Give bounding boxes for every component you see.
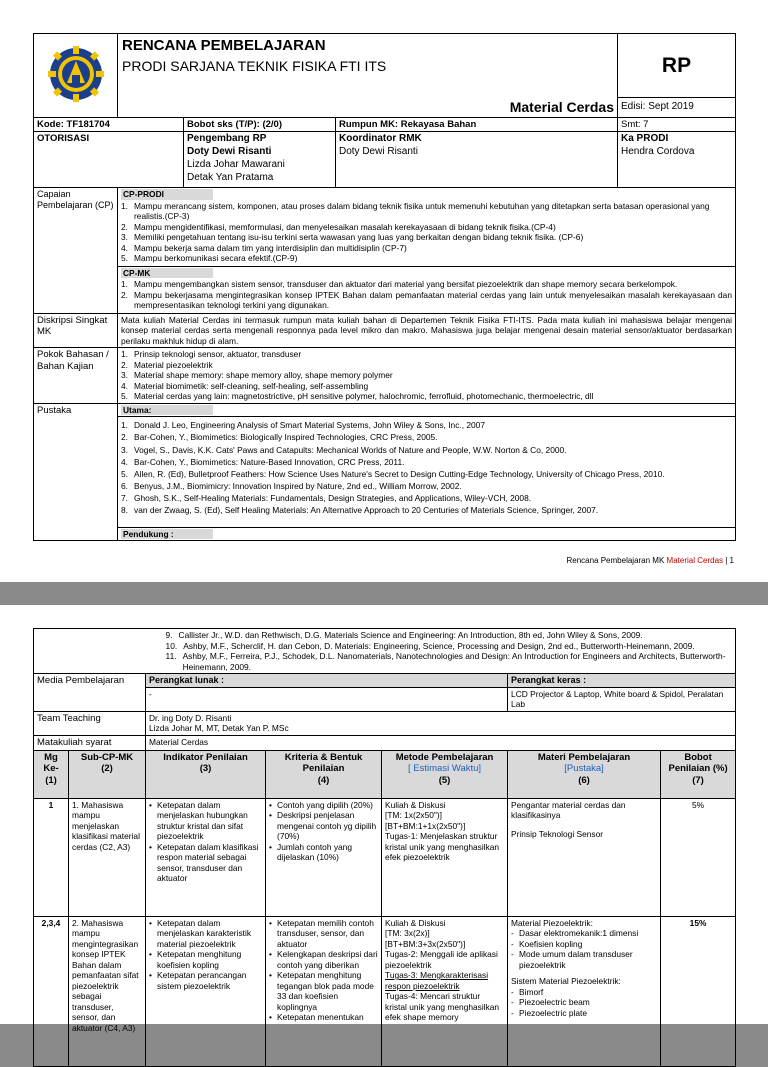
footer-course: Material Cerdas [666, 556, 724, 565]
material-cell: Pengantar material cerdas dan klasifikasinya Prinsip Teknologi Sensor [508, 798, 661, 916]
team-teaching-cell [146, 711, 736, 735]
method-cell: Kuliah & Diskusi [TM: 3x(2x)] [BT+BM:3+3x(2x50")] Tugas-2: Menggali ide aplikasi piezoelektrik Tugas-3: Mengkarakterisasi respon piezoelektrik Tugas-4: Mencari struktur kristal unik yang menghasilkan efek shape memory [382, 916, 508, 1066]
team-member: Dr. ing Doty D. Risanti [149, 712, 232, 723]
developer-name: Detak Yan Pratama [187, 171, 274, 183]
its-logo-cell [34, 34, 118, 118]
list-item: 10. Ashby, M.F., Scherclif, H. dan Cebon, D. Materials: Engineering, Science, Processing and Design, 2nd ed., Butterworth-Heinemann, 2009. [165, 640, 695, 651]
program-subtitle: PRODI SARJANA TEKNIK FISIKA FTI ITS [122, 57, 387, 74]
hardware-value: LCD Projector & Laptop, White board & Spidol, Peralatan Lab [508, 687, 736, 711]
list-item: 4. Material biomimetik: self-cleaning, self-healing, self-assembling [121, 380, 369, 391]
list-item: • Contoh yang dipilih (20%) [269, 800, 378, 811]
criteria-cell [266, 798, 382, 916]
rp-table-page-1 [33, 33, 736, 541]
coordinator-name: Doty Dewi Risanti [339, 145, 418, 157]
list-item: 5. Mampu berkomunikasi secara efektif.(CP-9) [121, 253, 298, 264]
list-item: 2. Bar-Cohen, Y., Biomimetics: Biologically Inspired Technologies, CRC Press, 2005. [121, 432, 438, 443]
list-item: • Ketepatan menghitung tegangan blok pada mode 33 dan koefisien koplingnya [269, 970, 378, 1012]
head-of-program-name: Hendra Cordova [621, 145, 695, 157]
list-item: 8. van der Zwaag, S. (Ed), Self Healing Materials: An Alternative Approach to 20 Centuries of Materials Science, Springer, 2007. [121, 505, 599, 516]
week-number: 2,3,4 [34, 916, 69, 1066]
column-header: Mg Ke- (1) [34, 750, 69, 798]
column-header: Bobot Penilaian (%) (7) [661, 750, 736, 798]
description-label: Diskripsi Singkat MK [34, 313, 118, 348]
indicator-cell [146, 916, 266, 1066]
list-item: 6. Benyus, J.M., Biomimicry: Innovation Inspired by Nature, 2nd ed., William Morrow, 2002. [121, 481, 462, 492]
list-item: 2. Mampu bekerjasama mengintegrasikan konsep IPTEK Bahan dalam pemanfaatan material cerdas yang lain untuk menyelesaikan masalah kerekayasaan dan mempresentasikan teknologi terkini yang digunakan. [121, 289, 732, 311]
list-item: 4. Bar-Cohen, Y., Biomimetics: Nature-Based Innovation, CRC Press, 2011. [121, 456, 405, 467]
developer-name: Doty Dewi Risanti [187, 145, 272, 157]
cp-prodi-list [118, 201, 735, 266]
cp-prodi-label: CP-PRODI [121, 189, 213, 200]
course-name: Material Cerdas [118, 98, 618, 118]
column-header: Indikator Penilaian (3) [146, 750, 266, 798]
prerequisite-label: Matakuliah syarat [34, 735, 146, 750]
its-logo-icon [45, 45, 107, 103]
references-list [118, 417, 735, 527]
hardware-label: Perangkat keras : [508, 674, 736, 688]
document-title: RENCANA PEMBELAJARAN [122, 37, 326, 54]
list-item: • Jumlah contoh yang dijelaskan (10%) [269, 842, 378, 863]
list-item: • Ketepatan memilih contoh transduser, sensor, dan aktuator [269, 918, 378, 950]
list-item: • Ketepatan perancangan sistem piezoelektrik [149, 970, 262, 991]
list-item: 3. Memiliki pengetahuan tentang isu-isu terkini serta wawasan yang luas yang berkaitan dengan bidang teknik fisika. (CP-6) [121, 232, 584, 243]
list-item: • Ketepatan menghitung koefisien kopling [149, 949, 262, 970]
developer-label: Pengembang RP [187, 133, 267, 145]
list-item: • Kelengkapan deskripsi dari contoh yang diberikan [269, 949, 378, 970]
learning-outcomes-cell [118, 188, 736, 314]
supporting-references-label: Pendukung : [121, 529, 213, 540]
list-item: • Ketepatan dalam klasifikasi respon material sebagai sensor, transduser dan aktuator [149, 842, 262, 884]
title-cell [118, 34, 618, 98]
list-item: 1. Prinsip teknologi sensor, aktuator, transduser [121, 349, 302, 360]
column-header: Metode Pembelajaran [ Estimasi Waktu] (5) [382, 750, 508, 798]
head-of-program-label: Ka PRODI [621, 133, 669, 145]
rp-table-page-2 [33, 628, 736, 1067]
criteria-cell [266, 916, 382, 1066]
weight-value: 15% [661, 916, 736, 1066]
sub-cp-mk: 2. Mahasiswa mampu mengintegrasikan konsep IPTEK Bahan dalam pemanfaatan sifat piezoelektrik sebagai transduser, sensor, dan aktuator (C4, A3) [69, 916, 146, 1066]
list-item: 1. Mampu mengembangkan sistem sensor, transduser dan aktuator dari material yang bersifat piezoelektrik dan shape memory secara berkelompok. [121, 279, 678, 290]
indicator-cell [146, 798, 266, 916]
topics-list [121, 349, 732, 402]
edition: Edisi: Sept 2019 [618, 98, 736, 118]
list-item: 11. Ashby, M.F., Ferreira, P.J., Schodek, D.L. Nanomaterials, Nanotechnologies and Design: An Introduction for Engineers and Architects, Butterworth-Heinemann, 2009. [165, 651, 726, 672]
column-header: Sub-CP-MK (2) [69, 750, 146, 798]
method-cell: Kuliah & Diskusi [TM: 1x(2x50")] [BT+BM:1+1x(2x50")] Tugas-1: Menjelaskan struktur kristal unik yang menghasilkan efek piezoelektrik [382, 798, 508, 916]
list-item: 9. Callister Jr., W.D. dan Rethwisch, D.G. Materials Science and Engineering: An Introduction, 8th ed, John Wiley & Sons, 2009. [165, 630, 643, 640]
media-label: Media Pembelajaran [34, 674, 146, 712]
prerequisite-value: Material Cerdas [146, 735, 736, 750]
references-list-continued [106, 630, 733, 672]
list-item: 3. Material shape memory: shape memory alloy, shape memory polymer [121, 370, 393, 381]
list-item: 5. Allen, R. (Ed), Bulletproof Feathers: How Science Uses Nature's Secret to Design Cutting-Edge Technology, University of Chicago Press, 2010. [121, 468, 665, 479]
software-label: Perangkat lunak : [146, 674, 508, 688]
list-item: 4. Mampu bekerja sama dalam tim yang interdisiplin dan multidisiplin (CP-7) [121, 242, 407, 253]
learning-outcomes-label: Capaian Pembelajaran (CP) [34, 188, 118, 314]
list-item: 7. Ghosh, S.K., Self-Healing Materials: Fundamentals, Design Strategies, and Applications, Wiley-VCH, 2008. [121, 493, 532, 504]
coordinator-label: Koordinator RMK [339, 133, 422, 145]
cp-mk-label: CP-MK [121, 268, 213, 279]
developer-cell [184, 132, 336, 188]
authorization-label: OTORISASI [34, 132, 184, 188]
list-item: 1. Donald J. Leo, Engineering Analysis of Smart Material Systems, John Wiley & Sons, Inc., 2007 [121, 420, 485, 431]
team-teaching-label: Team Teaching [34, 711, 146, 735]
material-cell: Material Piezoelektrik: - Dasar elektromekanik:1 dimensi - Koefisien kopling - Mode umum dalam transduser piezoelektrik Sistem Material Piezoelektrik: - Bimorf - Piezoelectric beam - Piezoelectric plate [508, 916, 661, 1066]
references-label: Pustaka [34, 403, 118, 541]
course-description: Mata kuliah Material Cerdas ini termasuk rumpun mata kuliah bahan di Departemen Teknik Fisika FTI-ITS. Pada mata kuliah ini mahasiswa belajar mengenai konsep material cerdas serta mengenali responnya pada level mikro dan makro. Mahasiswa juga belajar mengenai desain material sensor/aktuator berdasarkan perilaku makhluk hidup di alam. [118, 313, 736, 348]
developer-name: Lizda Johar Mawarani [187, 158, 285, 170]
course-cluster: Rumpun MK: Rekayasa Bahan [336, 117, 618, 132]
software-value: - [146, 687, 508, 711]
cp-mk-list [118, 279, 735, 313]
page-2 [0, 605, 768, 1033]
references-cell [118, 403, 736, 541]
references-continued [165, 629, 736, 674]
team-member: Lizda Johar M, MT, Detak Yan P. MSc [149, 723, 289, 734]
list-item: 1. Mampu merancang sistem, komponen, atau proses dalam bidang teknik fisika untuk memenuhi kebutuhan yang ditetapkan serta batasan operasional yang realistis.(CP-3) [121, 200, 710, 222]
list-item: • Deskripsi penjelasan mengenai contoh yg dipilih (70%) [269, 810, 378, 842]
sub-cp-mk: 1. Mahasiswa mampu menjelaskan klasifikasi material cerdas (C2, A3) [69, 798, 146, 916]
weight-value: 5% [661, 798, 736, 916]
page-footer [566, 556, 734, 565]
list-item: • Ketepatan dalam menjelaskan hubungkan struktur kristal dan sifat piezoelektrik [149, 800, 262, 842]
coordinator-cell [336, 132, 618, 188]
course-code: Kode: TF181704 [34, 117, 184, 132]
topics-cell [118, 348, 736, 404]
page-number: | 1 [725, 556, 734, 565]
list-item: 2. Material piezoelektrik [121, 359, 213, 370]
list-item: 2. Mampu mengidentifikasi, memformulasi, dan menyelesaikan masalah kerekayasaan di bidang teknik fisika.(CP-4) [121, 221, 556, 232]
head-of-program-cell [618, 132, 736, 188]
column-header: Kriteria & Bentuk Penilaian (4) [266, 750, 382, 798]
topics-label: Pokok Bahasan / Bahan Kajian [34, 348, 118, 404]
main-references-label: Utama: [121, 405, 213, 416]
column-header: Materi Pembelajaran [Pustaka] (6) [508, 750, 661, 798]
list-item: • Ketepatan menentukan [269, 1012, 378, 1023]
list-item: • Ketepatan dalam menjelaskan karakteristik material piezoelektrik [149, 918, 262, 950]
list-item: 3. Vogel, S., Davis, K.K. Cats' Paws and Catapults: Mechanical Worlds of Nature and People, W.W. Norton & Co, 2000. [121, 444, 567, 455]
semester: Smt: 7 [618, 117, 736, 132]
credit-load: Bobot sks (T/P): (2/0) [184, 117, 336, 132]
week-number: 1 [34, 798, 69, 916]
rp-code: RP [618, 34, 736, 98]
footer-text: Rencana Pembelajaran MK [566, 556, 665, 565]
list-item: 5. Material cerdas yang lain: magnetostrictive, pH sensitive polymer, halochromic, ferrofluid, photomechanic, thermoelectric, dll [121, 391, 594, 402]
